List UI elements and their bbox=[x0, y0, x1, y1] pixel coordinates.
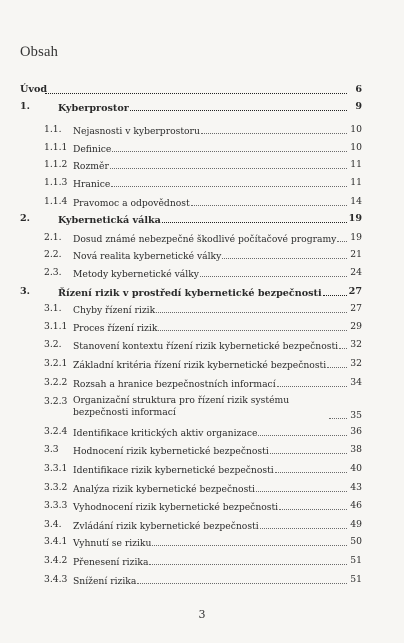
toc-leader-dots bbox=[339, 338, 347, 349]
toc-entry-number: 3.3.3 bbox=[44, 500, 68, 511]
toc-entry bbox=[0, 176, 404, 192]
toc-entry-number: 3.1. bbox=[44, 303, 62, 314]
toc-entry bbox=[0, 231, 404, 247]
toc-entry bbox=[0, 195, 404, 211]
toc-entry bbox=[0, 376, 404, 392]
toc-entry bbox=[0, 141, 404, 157]
toc-entry-title: Dosud známé nebezpečné škodlivé počítačové programy bbox=[73, 234, 337, 245]
toc-entry-page: 35 bbox=[350, 410, 362, 421]
toc-leader-dots bbox=[260, 518, 347, 529]
toc-leader-dots bbox=[329, 408, 347, 419]
toc-entry-title: Organizační struktura pro řízení rizik systému bezpečnosti informací bbox=[73, 395, 290, 418]
toc-entry bbox=[0, 123, 404, 139]
toc-leader-dots bbox=[270, 443, 347, 454]
toc-entry-page: 51 bbox=[350, 555, 362, 566]
toc-entry-page: 19 bbox=[350, 232, 362, 243]
toc-leader-dots bbox=[222, 248, 347, 259]
toc-entry-title: Nová realita kybernetické války bbox=[73, 251, 222, 262]
toc-entry-number: 1.1.4 bbox=[44, 196, 68, 207]
toc-leader-dots bbox=[162, 212, 347, 223]
toc-leader-dots bbox=[258, 425, 347, 436]
toc-entry-page: 14 bbox=[350, 196, 362, 207]
toc-entry-page: 10 bbox=[350, 124, 362, 135]
toc-entry bbox=[0, 320, 404, 336]
toc-entry bbox=[0, 357, 404, 373]
toc-entry bbox=[0, 395, 404, 423]
toc-entry-page: 36 bbox=[350, 426, 362, 437]
toc-entry bbox=[0, 425, 404, 441]
toc-leader-dots bbox=[275, 462, 347, 473]
toc-entry-title: Nejasnosti v kyberprostoru bbox=[73, 126, 200, 137]
toc-entry-number: 3.4.1 bbox=[44, 536, 68, 547]
toc-entry-title: Identifikace rizik kybernetické bezpečnosti bbox=[73, 465, 274, 476]
toc-entry bbox=[0, 302, 404, 318]
toc-entry bbox=[0, 248, 404, 264]
toc-entry-number: 1.1.1 bbox=[44, 142, 68, 153]
toc-entry-number: 2.2. bbox=[44, 249, 62, 260]
toc-entry bbox=[0, 158, 404, 174]
toc-entry-page: 32 bbox=[350, 339, 362, 350]
toc-entry-page: 27 bbox=[348, 286, 362, 297]
toc-leader-dots bbox=[45, 83, 347, 94]
toc-entry-number: 2.3. bbox=[44, 267, 62, 278]
toc-leader-dots bbox=[156, 302, 347, 313]
toc-entry-page: 43 bbox=[350, 482, 362, 493]
toc-entry-title: Vyhnutí se riziku bbox=[73, 538, 152, 549]
toc-leader-dots bbox=[337, 231, 347, 242]
toc-entry-page: 10 bbox=[350, 142, 362, 153]
toc-entry-title: Rozměr bbox=[73, 161, 109, 172]
toc-entry bbox=[0, 499, 404, 515]
toc-entry-number: 3.4. bbox=[44, 519, 62, 530]
toc-entry bbox=[0, 481, 404, 497]
toc-leader-dots bbox=[327, 357, 347, 368]
toc-entry-page: 32 bbox=[350, 358, 362, 369]
toc-entry-page: 21 bbox=[350, 249, 362, 260]
toc-leader-dots bbox=[149, 554, 347, 565]
toc-entry-page: 24 bbox=[350, 267, 362, 278]
toc-entry-title: Vyhodnocení rizik kybernetické bezpečnosti bbox=[73, 502, 279, 513]
toc-entry-number: 3.3.1 bbox=[44, 463, 68, 474]
toc-entry-number: 3.2.1 bbox=[44, 358, 68, 369]
toc-entry-title: Základní kritéria řízení rizik kybernetické bezpečnosti bbox=[73, 360, 327, 371]
toc-entry-number: 1.1.3 bbox=[44, 177, 68, 188]
toc-leader-dots bbox=[323, 285, 347, 296]
toc-entry-number: 3.2. bbox=[44, 339, 62, 350]
toc-entry-page: 40 bbox=[350, 463, 362, 474]
toc-entry-page: 50 bbox=[350, 536, 362, 547]
toc-entry bbox=[0, 518, 404, 534]
toc-entry bbox=[0, 285, 404, 301]
toc-entry-number: 3.2.4 bbox=[44, 426, 68, 437]
toc-entry bbox=[0, 83, 404, 99]
toc-heading: Obsah bbox=[20, 44, 59, 60]
toc-leader-dots bbox=[279, 499, 347, 510]
toc-leader-dots bbox=[200, 266, 347, 277]
toc-entry-title: Proces řízení rizik bbox=[73, 323, 158, 334]
toc-leader-dots bbox=[137, 573, 347, 584]
toc-entry-title: Pravomoc a odpovědnost bbox=[73, 198, 190, 209]
toc-entry-title: Rozsah a hranice bezpečnostních informací bbox=[73, 379, 276, 390]
toc-entry-page: 38 bbox=[350, 444, 362, 455]
toc-leader-dots bbox=[130, 100, 347, 111]
toc-entry bbox=[0, 573, 404, 589]
toc-entry-title: Identifikace kritických aktiv organizace bbox=[73, 428, 258, 439]
toc-entry-title: Přenesení rizika bbox=[73, 557, 149, 568]
toc-entry-title: Hranice bbox=[73, 179, 111, 190]
toc-entry-number: Úvod bbox=[20, 84, 48, 95]
toc-entry bbox=[0, 443, 404, 459]
toc-leader-dots bbox=[110, 158, 347, 169]
toc-entry-page: 34 bbox=[350, 377, 362, 388]
toc-entry-number: 1.1. bbox=[44, 124, 62, 135]
toc-entry-title: Hodnocení rizik kybernetické bezpečnosti bbox=[73, 446, 269, 457]
toc-entry-page: 51 bbox=[350, 574, 362, 585]
toc-entry-page: 49 bbox=[350, 519, 362, 530]
toc-entry-number: 2. bbox=[20, 213, 31, 224]
toc-entry-page: 9 bbox=[355, 101, 362, 112]
toc-entry-number: 1. bbox=[20, 101, 31, 112]
toc-entry-number: 3.3.2 bbox=[44, 482, 68, 493]
toc-entry-number: 3.4.3 bbox=[44, 574, 68, 585]
toc-entry-page: 19 bbox=[348, 213, 362, 224]
toc-entry-title: Stanovení kontextu řízení rizik kybernetické bezpečnosti bbox=[73, 341, 339, 352]
toc-leader-dots bbox=[277, 376, 347, 387]
toc-entry-number: 3.3 bbox=[44, 444, 59, 455]
toc-entry-number: 3.2.3 bbox=[44, 396, 68, 407]
toc-entry-number: 2.1. bbox=[44, 232, 62, 243]
toc-entry bbox=[0, 554, 404, 570]
toc-entry bbox=[0, 266, 404, 282]
toc-leader-dots bbox=[152, 535, 347, 546]
toc-leader-dots bbox=[112, 141, 347, 152]
toc-entry bbox=[0, 212, 404, 228]
toc-entry-number: 3.1.1 bbox=[44, 321, 68, 332]
toc-leader-dots bbox=[201, 123, 347, 134]
toc-entry-page: 29 bbox=[350, 321, 362, 332]
toc-entry bbox=[0, 100, 404, 116]
toc-entry-title: Chyby řízení rizik bbox=[73, 305, 156, 316]
toc-entry bbox=[0, 338, 404, 354]
toc-entry-title: Metody kybernetické války bbox=[73, 269, 199, 280]
toc-entry-number: 1.1.2 bbox=[44, 159, 68, 170]
toc-entry-page: 6 bbox=[355, 84, 362, 95]
toc-entry-page: 11 bbox=[350, 177, 362, 188]
toc-entry-title: Kyberprostor bbox=[58, 103, 129, 114]
toc-entry-number: 3.4.2 bbox=[44, 555, 68, 566]
toc-entry-title: Analýza rizik kybernetické bezpečnosti bbox=[73, 484, 255, 495]
toc-entry-title: Kybernetická válka bbox=[58, 215, 161, 226]
toc-leader-dots bbox=[191, 195, 347, 206]
toc-entry-page: 11 bbox=[350, 159, 362, 170]
toc-entry bbox=[0, 535, 404, 551]
toc-leader-dots bbox=[111, 176, 347, 187]
toc-entry-title: Zvládání rizik kybernetické bezpečnosti bbox=[73, 521, 259, 532]
toc-entry-page: 46 bbox=[350, 500, 362, 511]
toc-entry-number: 3. bbox=[20, 286, 31, 297]
toc-entry-page: 27 bbox=[350, 303, 362, 314]
toc-entry-title: Snížení rizika bbox=[73, 576, 137, 587]
toc-entry-title: Definice bbox=[73, 144, 112, 155]
toc-entry-number: 3.2.2 bbox=[44, 377, 68, 388]
toc-entry-title: Řízení rizik v prostředí kybernetické bezpečnosti bbox=[58, 288, 322, 299]
toc-entry bbox=[0, 462, 404, 478]
toc-leader-dots bbox=[158, 320, 347, 331]
page-number: 3 bbox=[198, 608, 206, 621]
toc-leader-dots bbox=[256, 481, 347, 492]
